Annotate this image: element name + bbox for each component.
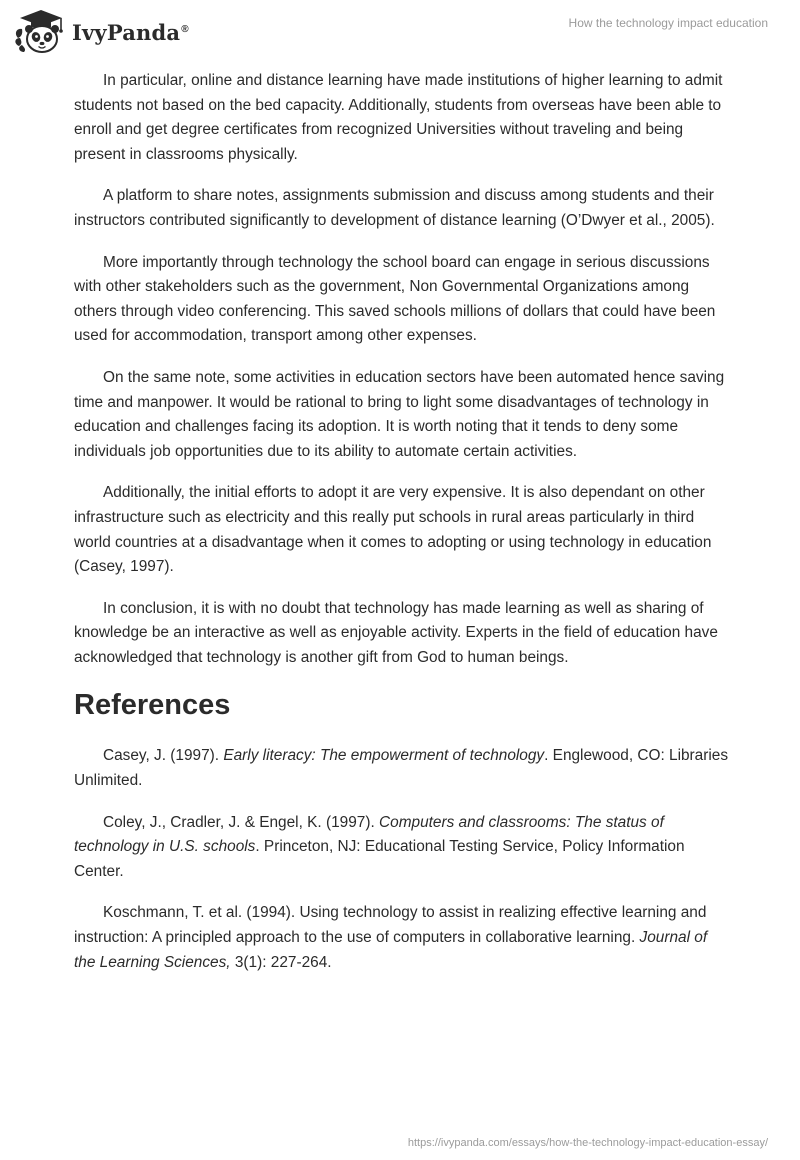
reference-title: Early literacy: The empowerment of technology [223,747,545,765]
reference-item-2 [74,811,730,885]
body-paragraph-4: On the same note, some activities in education sectors have been automated hence saving time and manpower. It would be rational to bring to light some disadvantages of technology in education and challenges facing its adoption. It is worth noting that it tends to deny some individuals job opportunities due to its ability to automate certain activities. [74,368,725,460]
reference-text: . Englewood, CO: Libraries Unlimited. [74,747,729,790]
body-paragraph-5: Additionally, the initial efforts to adopt it are very expensive. It is also dependant on other infrastructure such as electricity and this really put schools in rural areas particularly in third world countries at a disadvantage when it comes to adopting or using technology in education (Casey, 1997). [74,484,712,576]
references-heading: References [74,689,231,722]
reference-text: Koschmann, T. et al. (1994). Using technology to assist in realizing effective learning and instruction: A principled approach to the use of computers in collaborative learning. [74,904,707,947]
brand-name: IvyPanda® [72,19,189,45]
essay-body [74,69,730,992]
ivypanda-logo[interactable] [14,8,189,56]
reference-title: Computers and classrooms: The status of technology in U.S. schools [74,813,664,856]
reference-item-3 [74,901,730,975]
body-paragraph-3: More importantly through technology the school board can engage in serious discussions with other stakeholders such as the government, Non Governmental Organizations among others through video conferencing. This saved schools millions of dollars that could have been used for accommodation, transport among other expenses. [74,253,716,345]
document-title: How the technology impact education [568,16,768,30]
body-paragraph-6: In conclusion, it is with no doubt that technology has made learning as well as sharing of knowledge be an interactive as well as enjoyable activity. Experts in the field of education have acknowledged that technology is another gift from God to human beings. [74,599,718,666]
page-header [0,0,800,64]
reference-title: Journal of the Learning Sciences, [74,929,708,971]
reference-text: 3(1): 227-264. [230,953,332,971]
reference-item-1 [74,744,730,793]
registered-mark: ® [181,23,189,35]
body-paragraph-1: In particular, online and distance learning have made institutions of higher learning to admit students not based on the bed capacity. Additionally, students from overseas have been able to enroll and get degree certificates from recognized Universities without traveling and being present in classrooms physically. [74,72,723,163]
body-paragraph-2: A platform to share notes, assignments submission and discuss among students and their instructors contributed significantly to development of distance learning (O’Dwyer et al., 2005). [74,187,715,229]
reference-text: Coley, J., Cradler, J. & Engel, K. (1997). [103,813,380,831]
reference-text: Casey, J. (1997). [103,747,224,765]
reference-text: . Princeton, NJ: Educational Testing Service, Policy Information Center. [74,838,685,880]
panda-graduate-icon [14,8,68,56]
source-url[interactable]: https://ivypanda.com/essays/how-the-technology-impact-education-essay/ [407,1137,768,1149]
